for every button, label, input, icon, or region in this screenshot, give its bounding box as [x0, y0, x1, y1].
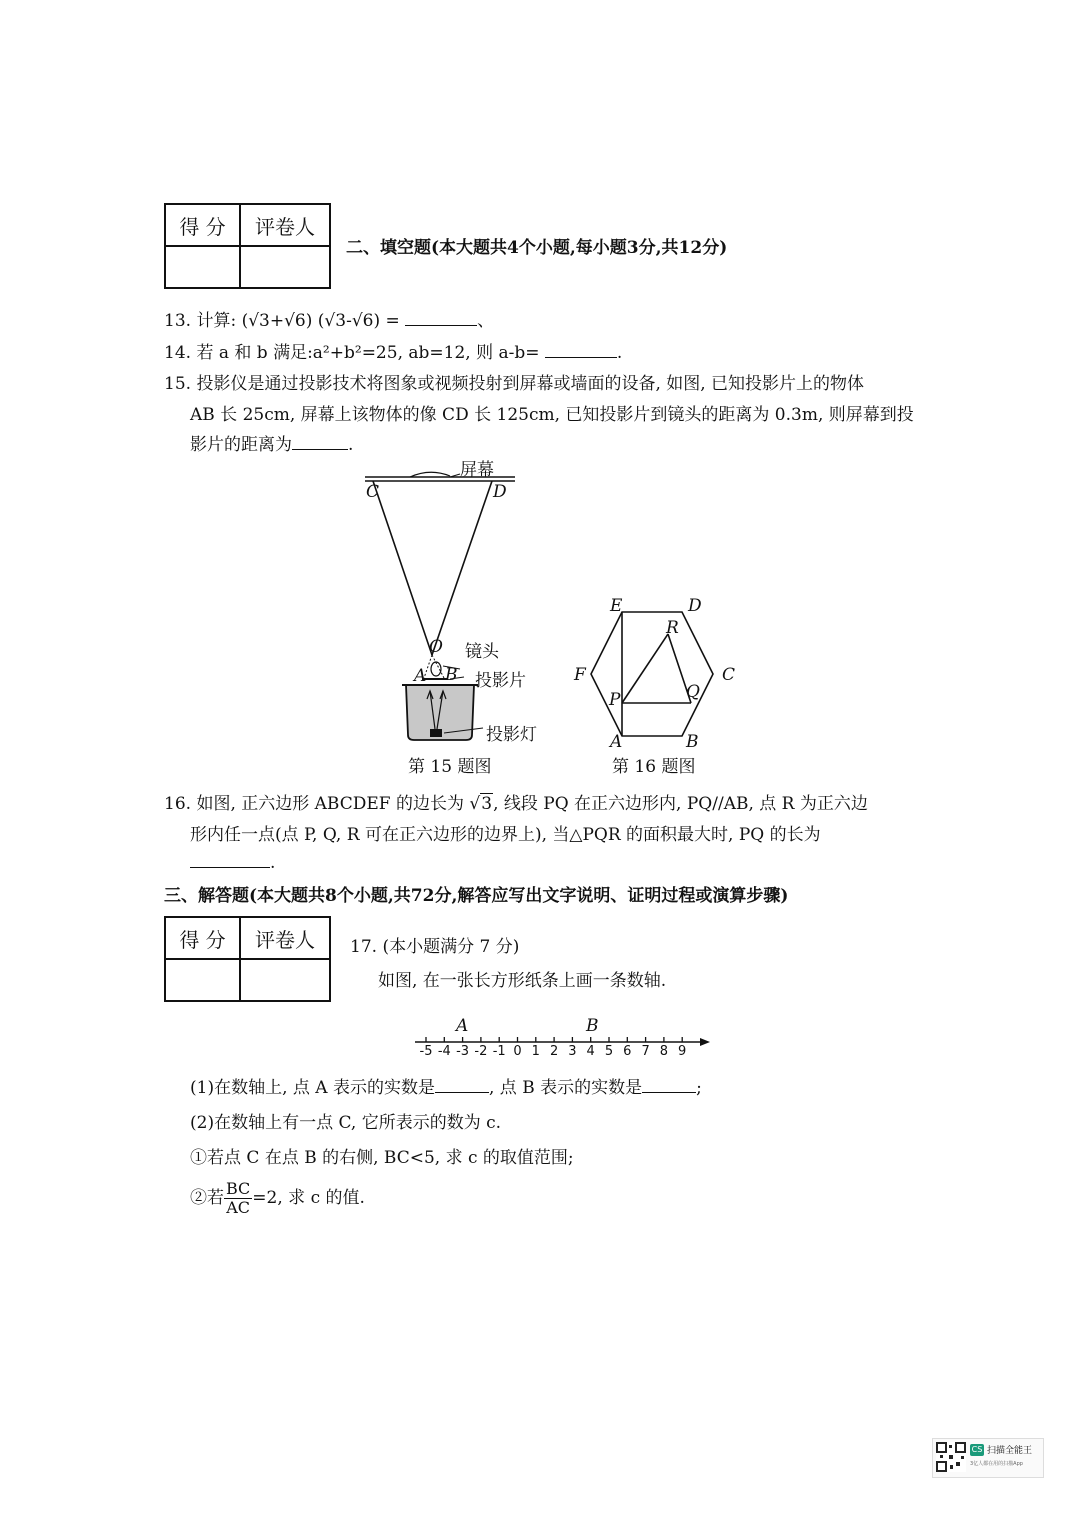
q15-line1: 15. 投影仪是通过投影技术将图象或视频投射到屏幕或墙面的设备, 如图, 已知投影片上的物体	[164, 374, 865, 394]
fig15-label-a: A	[414, 666, 427, 686]
score-table-section2	[164, 203, 331, 289]
q17-answer-a-blank[interactable]	[435, 1078, 489, 1093]
q13-eq: =	[385, 311, 400, 331]
fig15-label-o: O	[429, 637, 443, 657]
axis-tick-label: 1	[531, 1044, 540, 1059]
q17-answer-b-blank[interactable]	[642, 1078, 696, 1093]
question-16-line3	[190, 853, 275, 873]
fig16-caption: 第 16 题图	[612, 757, 696, 777]
q14-answer-blank[interactable]	[545, 343, 617, 358]
axis-tick-label: -1	[492, 1044, 506, 1059]
q15-line2: AB 长 25cm, 屏幕上该物体的像 CD 长 125cm, 已知投影片到镜头的距离为 0.3m, 则屏幕到投	[190, 405, 914, 425]
fraction-numerator: BC	[226, 1179, 251, 1198]
axis-tick-label: 3	[568, 1044, 577, 1059]
q13-label: 13. 计算:	[164, 311, 237, 331]
score-cell	[165, 246, 240, 288]
axis-tick-label: 8	[659, 1044, 669, 1059]
qr-code-icon	[936, 1442, 966, 1472]
axis-tick-label: 4	[586, 1044, 595, 1059]
grader-header: 评卷人	[240, 204, 330, 246]
axis-tick-label: -2	[474, 1044, 488, 1059]
q17-part1	[190, 1073, 702, 1098]
axis-tick-label: -4	[437, 1044, 451, 1059]
q13-expr-b: (√3-√6)	[317, 311, 381, 331]
q16-line1-a: 16. 如图, 正六边形 ABCDEF 的边长为	[164, 794, 464, 814]
grader-header: 评卷人	[240, 917, 330, 959]
q13-expr-a: (√3+√6)	[241, 311, 313, 331]
axis-tick-label: 2	[549, 1044, 559, 1059]
section3-heading: 三、解答题(本大题共8个小题,共72分,解答应写出文字说明、证明过程或演算步骤)	[164, 886, 789, 906]
cs-badge-icon: CS	[971, 1445, 983, 1454]
q17-sub2-a: ②若	[190, 1188, 224, 1208]
q13-answer-blank[interactable]	[405, 311, 477, 326]
fig15-slide-label: 投影片	[475, 671, 526, 691]
q16-sqrt3: √3	[469, 794, 493, 814]
fig16-label-d: D	[688, 596, 702, 616]
q16-end: .	[270, 853, 276, 873]
q16-answer-blank[interactable]	[190, 853, 270, 868]
axis-label-b: B	[586, 1016, 599, 1036]
fig16-label-a: A	[610, 732, 623, 752]
q17-fraction	[224, 1180, 252, 1217]
q17-sub1: ①若点 C 在点 B 的右侧, BC<5, 求 c 的取值范围;	[190, 1148, 574, 1168]
score-header: 得 分	[165, 204, 240, 246]
axis-tick-label: 9	[678, 1044, 687, 1059]
q17-sub2	[190, 1180, 365, 1217]
q17-part1-a: (1)在数轴上, 点 A 表示的实数是	[190, 1078, 435, 1098]
q14-end: .	[616, 343, 623, 363]
axis-tick-label: -5	[419, 1044, 433, 1059]
scanner-tagline: 3亿人都在用的扫描App	[970, 1461, 1023, 1467]
fig16-label-p: P	[609, 690, 621, 710]
fig15-lens-label: 镜头	[465, 642, 499, 662]
fig15-label-b: B	[445, 665, 458, 685]
axis-label-a: A	[456, 1016, 469, 1036]
fraction-denominator: AC	[226, 1198, 251, 1217]
score-table-section3	[164, 916, 331, 1002]
axis-tick-label: 5	[604, 1044, 614, 1059]
axis-tick-label: 0	[513, 1044, 522, 1059]
figure-16-hexagon	[580, 600, 740, 750]
q17-title: 17. (本小题满分 7 分)	[350, 937, 520, 957]
fig16-label-f: F	[574, 665, 586, 685]
q16-line2: 形内任一点(点 P, Q, R 可在正六边形的边界上), 当△PQR 的面积最大时, PQ 的长为	[190, 825, 821, 845]
q15-answer-blank[interactable]	[292, 435, 348, 450]
q15-end: .	[348, 435, 354, 455]
score-header: 得 分	[165, 917, 240, 959]
fig15-label-d: D	[493, 482, 507, 502]
q17-part1-end: ;	[696, 1078, 702, 1098]
fig16-label-c: C	[722, 665, 736, 685]
q15-line3: 影片的距离为	[190, 435, 292, 455]
question-14	[164, 338, 622, 363]
section2-heading: 二、填空题(本大题共4个小题,每小题3分,共12分)	[346, 238, 728, 258]
fig16-label-r: R	[666, 618, 679, 638]
fig16-label-e: E	[610, 596, 623, 616]
q13-end: 、	[477, 311, 495, 331]
axis-tick-label: 6	[623, 1044, 632, 1059]
q17-part1-b: , 点 B 表示的实数是	[488, 1078, 643, 1098]
scanner-watermark	[932, 1438, 1044, 1478]
q14-text: 14. 若 a 和 b 满足:a²+b²=25, ab=12, 则 a-b=	[164, 343, 540, 363]
question-16-line1	[164, 789, 868, 814]
axis-tick-label: 7	[641, 1044, 650, 1059]
fig15-screen-label: 屏幕	[460, 460, 494, 480]
fig16-label-b: B	[686, 732, 699, 752]
grader-cell	[240, 959, 330, 1001]
q16-line1-b: , 线段 PQ 在正六边形内, PQ//AB, 点 R 为正六边	[493, 794, 868, 814]
fig15-lamp-label: 投影灯	[486, 725, 537, 745]
grader-cell	[240, 246, 330, 288]
question-15-line3	[190, 430, 353, 455]
scanner-app-name: 扫描全能王	[987, 1446, 1033, 1456]
axis-tick-label: -3	[456, 1044, 470, 1059]
question-13	[164, 306, 494, 331]
score-cell	[165, 959, 240, 1001]
fig15-label-c: C	[366, 482, 380, 502]
q17-part2: (2)在数轴上有一点 C, 它所表示的数为 c.	[190, 1113, 502, 1133]
q17-intro: 如图, 在一张长方形纸条上画一条数轴.	[378, 971, 667, 991]
fig15-caption: 第 15 题图	[408, 757, 492, 777]
q17-sub2-b: =2, 求 c 的值.	[252, 1188, 365, 1208]
fig16-label-q: Q	[686, 682, 700, 702]
